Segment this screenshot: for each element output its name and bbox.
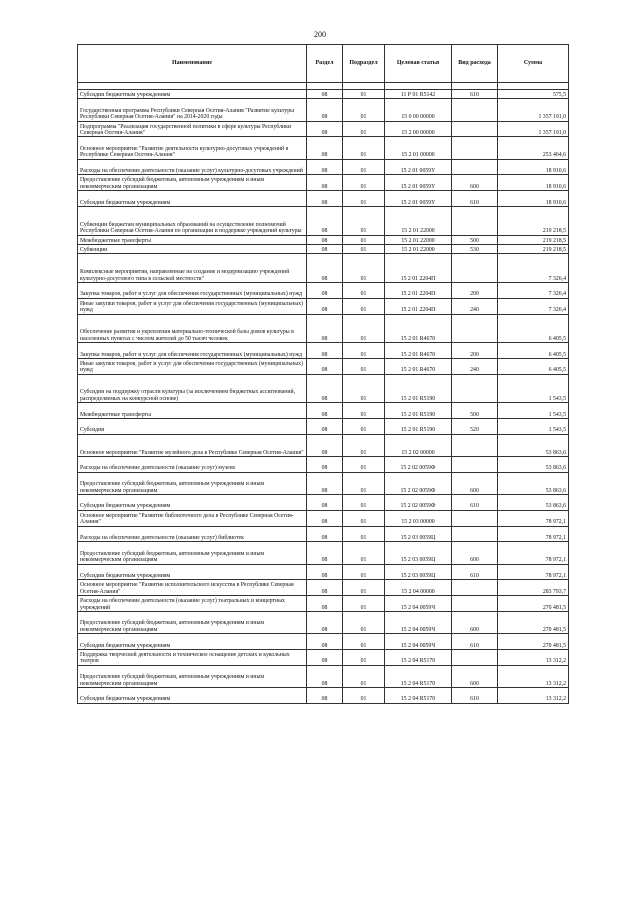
cell-sum: 13 312,2: [498, 650, 569, 666]
cell-target: 15 2 01 R4670: [385, 343, 452, 359]
cell-name: Предоставление субсидий бюджетным, автономным учреждениям и иным некоммерческим организациям: [78, 472, 307, 494]
cell-expense-kind: 610: [452, 495, 498, 511]
cell-name: Расходы на обеспечение деятельности (оказание услуг) музеев: [78, 457, 307, 473]
cell-expense-kind: [452, 580, 498, 596]
cell-subsection: 01: [343, 254, 385, 283]
cell-name: Расходы на обеспечение деятельности (оказание услуг) культурно-досуговых учреждений: [78, 159, 307, 175]
cell-target: 15 2 01 0059У: [385, 191, 452, 207]
cell-target: 15 2 04 00000: [385, 580, 452, 596]
table-body: [78, 83, 569, 704]
cell-target: 15 2 01 2204П: [385, 282, 452, 298]
cell-target: 15 2 01 22000: [385, 235, 452, 244]
cell-name: Субсидии бюджетным учреждениям: [78, 495, 307, 511]
cell-name: Расходы на обеспечение деятельности (оказание услуг) театральных и концертных учреждений: [78, 596, 307, 612]
cell-expense-kind: 520: [452, 419, 498, 435]
cell-name: Государственная программа Республики Северная Осетия-Алания "Развитие культуры Республики Северная Осетия-Алания" на 2014-2020 годы: [78, 99, 307, 121]
cell-subsection: 01: [343, 298, 385, 314]
header-name: Наименование: [78, 45, 307, 83]
cell-subsection: 01: [343, 282, 385, 298]
table-row: [78, 175, 569, 191]
cell-target: 15 2 04 R5170: [385, 650, 452, 666]
cell-expense-kind: 200: [452, 343, 498, 359]
cell-section: 08: [307, 244, 343, 253]
cell-subsection: 01: [343, 374, 385, 403]
table-row: [78, 121, 569, 137]
cell-target: 15 2 01 22000: [385, 244, 452, 253]
cell-name: Основное мероприятие "Развитие деятельности культурно-досуговых учреждений в Республике Северная Осетия-Алания": [78, 137, 307, 159]
cell-target: 15 2 02 0059Ф: [385, 457, 452, 473]
cell-sum: 78 972,1: [498, 526, 569, 542]
cell-expense-kind: [452, 434, 498, 456]
cell-sum: 270 481,5: [498, 634, 569, 650]
table-row: [78, 343, 569, 359]
cell-sum: 1 357 191,0: [498, 99, 569, 121]
cell-subsection: 01: [343, 434, 385, 456]
cell-sum: 219 218,5: [498, 206, 569, 235]
cell-section: 08: [307, 634, 343, 650]
table-row: [78, 191, 569, 207]
cell-subsection: 01: [343, 596, 385, 612]
cell-subsection: 01: [343, 403, 385, 419]
cell-section: 08: [307, 235, 343, 244]
cell-section: 08: [307, 159, 343, 175]
cell-target: 15 0 00 00000: [385, 99, 452, 121]
cell-target: 15 2 01 22000: [385, 206, 452, 235]
cell-target: 15 2 01 0059У: [385, 175, 452, 191]
cell-section: 08: [307, 457, 343, 473]
header-target: Целевая статья: [385, 45, 452, 83]
cell-subsection: 01: [343, 650, 385, 666]
cell-name: Субсидии бюджетным учреждениям: [78, 564, 307, 580]
cell-subsection: 01: [343, 137, 385, 159]
cell-expense-kind: [452, 159, 498, 175]
cell-subsection: 01: [343, 688, 385, 704]
cell-subsection: 01: [343, 612, 385, 634]
cell-subsection: 01: [343, 358, 385, 374]
cell-expense-kind: 240: [452, 298, 498, 314]
header-section: Раздел: [307, 45, 343, 83]
cell-section: 08: [307, 564, 343, 580]
cell-expense-kind: 610: [452, 90, 498, 99]
cell-name: Закупка товаров, работ и услуг для обеспечения государственных (муниципальных) нужд: [78, 282, 307, 298]
cell-subsection: 01: [343, 121, 385, 137]
table-row: [78, 137, 569, 159]
cell-sum: 7 326,4: [498, 298, 569, 314]
cell-section: 08: [307, 254, 343, 283]
cell-subsection: 01: [343, 542, 385, 564]
cell-target: 15 2 03 0059Ц: [385, 526, 452, 542]
table-row: [78, 542, 569, 564]
table-row: [78, 254, 569, 283]
cell-name: Субсидии: [78, 419, 307, 435]
cell-target: 15 2 02 0059Ф: [385, 472, 452, 494]
cell-section: 08: [307, 612, 343, 634]
cell-name: Межбюджетные трансферты: [78, 403, 307, 419]
cell-name: Субсидии на поддержку отрасли культуры (за исключением бюджетных ассигнований, распределяемых на конкурсной основе): [78, 374, 307, 403]
cell-section: 08: [307, 650, 343, 666]
cell-sum: 7 326,4: [498, 254, 569, 283]
cell-name: Межбюджетные трансферты: [78, 235, 307, 244]
cell-name: Основное мероприятие "Развитие музейного дела в Республике Северная Осетия-Алания": [78, 434, 307, 456]
budget-table: [77, 44, 569, 704]
cell-sum: 6 405,5: [498, 343, 569, 359]
cell-target: 15 2 04 0059Ч: [385, 612, 452, 634]
table-row: [78, 472, 569, 494]
cell-target: 15 2 02 0059Ф: [385, 495, 452, 511]
table-row: [78, 526, 569, 542]
cell-target: 15 2 01 00000: [385, 137, 452, 159]
cell-expense-kind: [452, 137, 498, 159]
cell-sum: 53 863,6: [498, 434, 569, 456]
cell-expense-kind: [452, 510, 498, 526]
cell-subsection: 01: [343, 419, 385, 435]
cell-sum: 270 481,5: [498, 596, 569, 612]
cell-sum: 1 543,5: [498, 419, 569, 435]
cell-sum: 283 793,7: [498, 580, 569, 596]
table-row: [78, 314, 569, 343]
table-row: [78, 90, 569, 99]
cell-expense-kind: 500: [452, 403, 498, 419]
table-row: [78, 403, 569, 419]
cell-subsection: 01: [343, 159, 385, 175]
cell-expense-kind: 610: [452, 634, 498, 650]
cell-subsection: 01: [343, 175, 385, 191]
table-row: [78, 419, 569, 435]
cell-target: 15 2 01 2204П: [385, 254, 452, 283]
cell-expense-kind: 500: [452, 235, 498, 244]
cell-sum: 78 972,1: [498, 564, 569, 580]
cell-name: Субсидии бюджетным учреждениям: [78, 191, 307, 207]
table-row: [78, 235, 569, 244]
cell-section: 08: [307, 434, 343, 456]
cell-subsection: 01: [343, 90, 385, 99]
cell-subsection: 01: [343, 665, 385, 687]
table-row: [78, 159, 569, 175]
cell-name: Подпрограмма "Реализация государственной политики в сфере культуры Республики Северная Осетия-Алания": [78, 121, 307, 137]
cell-name: Субсидии бюджетным учреждениям: [78, 90, 307, 99]
table-row: [78, 99, 569, 121]
cell-expense-kind: 610: [452, 688, 498, 704]
cell-name: Расходы на обеспечение деятельности (оказание услуг) библиотек: [78, 526, 307, 542]
table-row: [78, 596, 569, 612]
cell-name: Предоставление субсидий бюджетным, автономным учреждениям и иным некоммерческим организациям: [78, 612, 307, 634]
cell-name: Иные закупки товаров, работ и услуг для обеспечения государственных (муниципальных) нужд: [78, 358, 307, 374]
cell-expense-kind: 600: [452, 665, 498, 687]
header-sum: Сумма: [498, 45, 569, 83]
cell-sum: 13 312,2: [498, 688, 569, 704]
table-row: [78, 495, 569, 511]
cell-expense-kind: [452, 99, 498, 121]
cell-sum: 13 312,2: [498, 665, 569, 687]
header-expense-kind: Вид расхода: [452, 45, 498, 83]
cell-name: Предоставление субсидий бюджетным, автономным учреждениям и иным некоммерческим организациям: [78, 542, 307, 564]
cell-expense-kind: [452, 596, 498, 612]
cell-expense-kind: 200: [452, 282, 498, 298]
table-row: [78, 434, 569, 456]
table-row: [78, 612, 569, 634]
cell-expense-kind: [452, 314, 498, 343]
table-row: [78, 298, 569, 314]
cell-section: 08: [307, 90, 343, 99]
cell-section: 08: [307, 282, 343, 298]
cell-subsection: 01: [343, 510, 385, 526]
cell-section: 08: [307, 596, 343, 612]
cell-subsection: 01: [343, 99, 385, 121]
cell-subsection: 01: [343, 343, 385, 359]
cell-sum: 18 910,6: [498, 191, 569, 207]
cell-expense-kind: [452, 526, 498, 542]
cell-target: 15 2 01 0059У: [385, 159, 452, 175]
cell-section: 08: [307, 665, 343, 687]
cell-expense-kind: [452, 254, 498, 283]
cell-target: 15 2 01 R5190: [385, 419, 452, 435]
cell-expense-kind: [452, 457, 498, 473]
cell-name: Субсидии бюджетным учреждениям: [78, 688, 307, 704]
table-row: [78, 665, 569, 687]
table-row: [78, 358, 569, 374]
cell-sum: 253 464,6: [498, 137, 569, 159]
cell-sum: 78 972,1: [498, 510, 569, 526]
cell-sum: 270 481,5: [498, 612, 569, 634]
cell-target: 15 2 04 R5170: [385, 688, 452, 704]
cell-sum: 1 543,5: [498, 374, 569, 403]
cell-expense-kind: 530: [452, 244, 498, 253]
cell-sum: 53 863,6: [498, 472, 569, 494]
table-row: [78, 510, 569, 526]
cell-sum: 1 543,5: [498, 403, 569, 419]
cell-target: 15 2 04 R5170: [385, 665, 452, 687]
table-row: [78, 457, 569, 473]
cell-sum: 6 405,5: [498, 358, 569, 374]
cell-subsection: 01: [343, 495, 385, 511]
cell-target: 15 2 02 00000: [385, 434, 452, 456]
cell-sum: 53 863,6: [498, 495, 569, 511]
cell-expense-kind: 600: [452, 175, 498, 191]
cell-subsection: 01: [343, 526, 385, 542]
cell-sum: 18 910,6: [498, 175, 569, 191]
cell-expense-kind: [452, 206, 498, 235]
table-row: [78, 688, 569, 704]
cell-target: 15 2 01 R4670: [385, 314, 452, 343]
cell-name: Иные закупки товаров, работ и услуг для обеспечения государственных (муниципальных) нужд: [78, 298, 307, 314]
cell-expense-kind: 610: [452, 564, 498, 580]
cell-target: 11 Р 01 R5142: [385, 90, 452, 99]
cell-name: Предоставление субсидий бюджетным, автономным учреждениям и иным некоммерческим организациям: [78, 175, 307, 191]
spacer-row: [78, 83, 569, 90]
cell-expense-kind: 240: [452, 358, 498, 374]
cell-expense-kind: [452, 121, 498, 137]
cell-subsection: 01: [343, 564, 385, 580]
cell-subsection: 01: [343, 634, 385, 650]
cell-section: 08: [307, 121, 343, 137]
cell-section: 08: [307, 314, 343, 343]
cell-subsection: 01: [343, 206, 385, 235]
cell-target: 15 2 03 0059Ц: [385, 542, 452, 564]
cell-sum: 78 972,1: [498, 542, 569, 564]
table-row: [78, 564, 569, 580]
table-row: [78, 244, 569, 253]
cell-name: Комплексные мероприятия, направленные на создание и модернизацию учреждений культурно-досугового типа в сельской местности": [78, 254, 307, 283]
cell-expense-kind: 610: [452, 191, 498, 207]
cell-subsection: 01: [343, 580, 385, 596]
page-number: 200: [314, 30, 326, 39]
cell-name: Основное мероприятие "Развитие исполнительского искусства в Республике Северная Осетия-Алания": [78, 580, 307, 596]
cell-expense-kind: [452, 650, 498, 666]
cell-section: 08: [307, 343, 343, 359]
cell-section: 08: [307, 526, 343, 542]
table-row: [78, 206, 569, 235]
cell-section: 08: [307, 137, 343, 159]
cell-section: 08: [307, 510, 343, 526]
cell-section: 08: [307, 542, 343, 564]
cell-name: Поддержка творческой деятельности и техническое оснащение детских и кукольных театров: [78, 650, 307, 666]
cell-sum: 53 863,6: [498, 457, 569, 473]
cell-section: 08: [307, 191, 343, 207]
table-row: [78, 374, 569, 403]
cell-name: Субвенции: [78, 244, 307, 253]
table-header: [78, 45, 569, 83]
cell-section: 08: [307, 580, 343, 596]
cell-target: 15 2 01 R4670: [385, 358, 452, 374]
cell-sum: 575,5: [498, 90, 569, 99]
cell-sum: 1 357 191,0: [498, 121, 569, 137]
cell-sum: 6 405,5: [498, 314, 569, 343]
cell-section: 08: [307, 495, 343, 511]
cell-target: 15 2 04 0059Ч: [385, 596, 452, 612]
cell-subsection: 01: [343, 235, 385, 244]
cell-target: 15 2 03 0059Ц: [385, 564, 452, 580]
cell-sum: 18 910,6: [498, 159, 569, 175]
cell-section: 08: [307, 358, 343, 374]
table-row: [78, 634, 569, 650]
cell-expense-kind: 600: [452, 612, 498, 634]
cell-name: Субвенции бюджетам муниципальных образований на осуществление полномочий Республики Северная Осетия-Алания по организации и поддержке учреждений культуры: [78, 206, 307, 235]
cell-name: Предоставление субсидий бюджетным, автономным учреждениям и иным некоммерческим организациям: [78, 665, 307, 687]
table-row: [78, 580, 569, 596]
cell-section: 08: [307, 403, 343, 419]
cell-name: Основное мероприятие "Развитие библиотечного дела в Республике Северная Осетия-Алания": [78, 510, 307, 526]
cell-target: 15 2 01 R5190: [385, 403, 452, 419]
cell-subsection: 01: [343, 191, 385, 207]
cell-section: 08: [307, 472, 343, 494]
table-row: [78, 282, 569, 298]
cell-expense-kind: [452, 374, 498, 403]
cell-subsection: 01: [343, 457, 385, 473]
cell-sum: 219 218,5: [498, 244, 569, 253]
cell-name: Обеспечение развития и укрепления материально-технической базы домов культуры в населенных пунктах с числом жителей до 50 тысяч человек: [78, 314, 307, 343]
cell-subsection: 01: [343, 314, 385, 343]
cell-subsection: 01: [343, 244, 385, 253]
cell-section: 08: [307, 419, 343, 435]
cell-sum: 219 218,5: [498, 235, 569, 244]
cell-expense-kind: 600: [452, 542, 498, 564]
table-row: [78, 650, 569, 666]
cell-sum: 7 326,4: [498, 282, 569, 298]
cell-section: 08: [307, 374, 343, 403]
cell-target: 15 2 04 0059Ч: [385, 634, 452, 650]
cell-section: 08: [307, 298, 343, 314]
cell-subsection: 01: [343, 472, 385, 494]
cell-target: 15 2 01 2204П: [385, 298, 452, 314]
cell-target: 15 2 01 R5190: [385, 374, 452, 403]
cell-name: Закупка товаров, работ и услуг для обеспечения государственных (муниципальных) нужд: [78, 343, 307, 359]
cell-section: 08: [307, 175, 343, 191]
cell-expense-kind: 600: [452, 472, 498, 494]
cell-target: 15 2 00 00000: [385, 121, 452, 137]
cell-name: Субсидии бюджетным учреждениям: [78, 634, 307, 650]
cell-section: 08: [307, 688, 343, 704]
cell-section: 08: [307, 99, 343, 121]
cell-target: 15 2 03 00000: [385, 510, 452, 526]
header-subsection: Подраздел: [343, 45, 385, 83]
cell-section: 08: [307, 206, 343, 235]
